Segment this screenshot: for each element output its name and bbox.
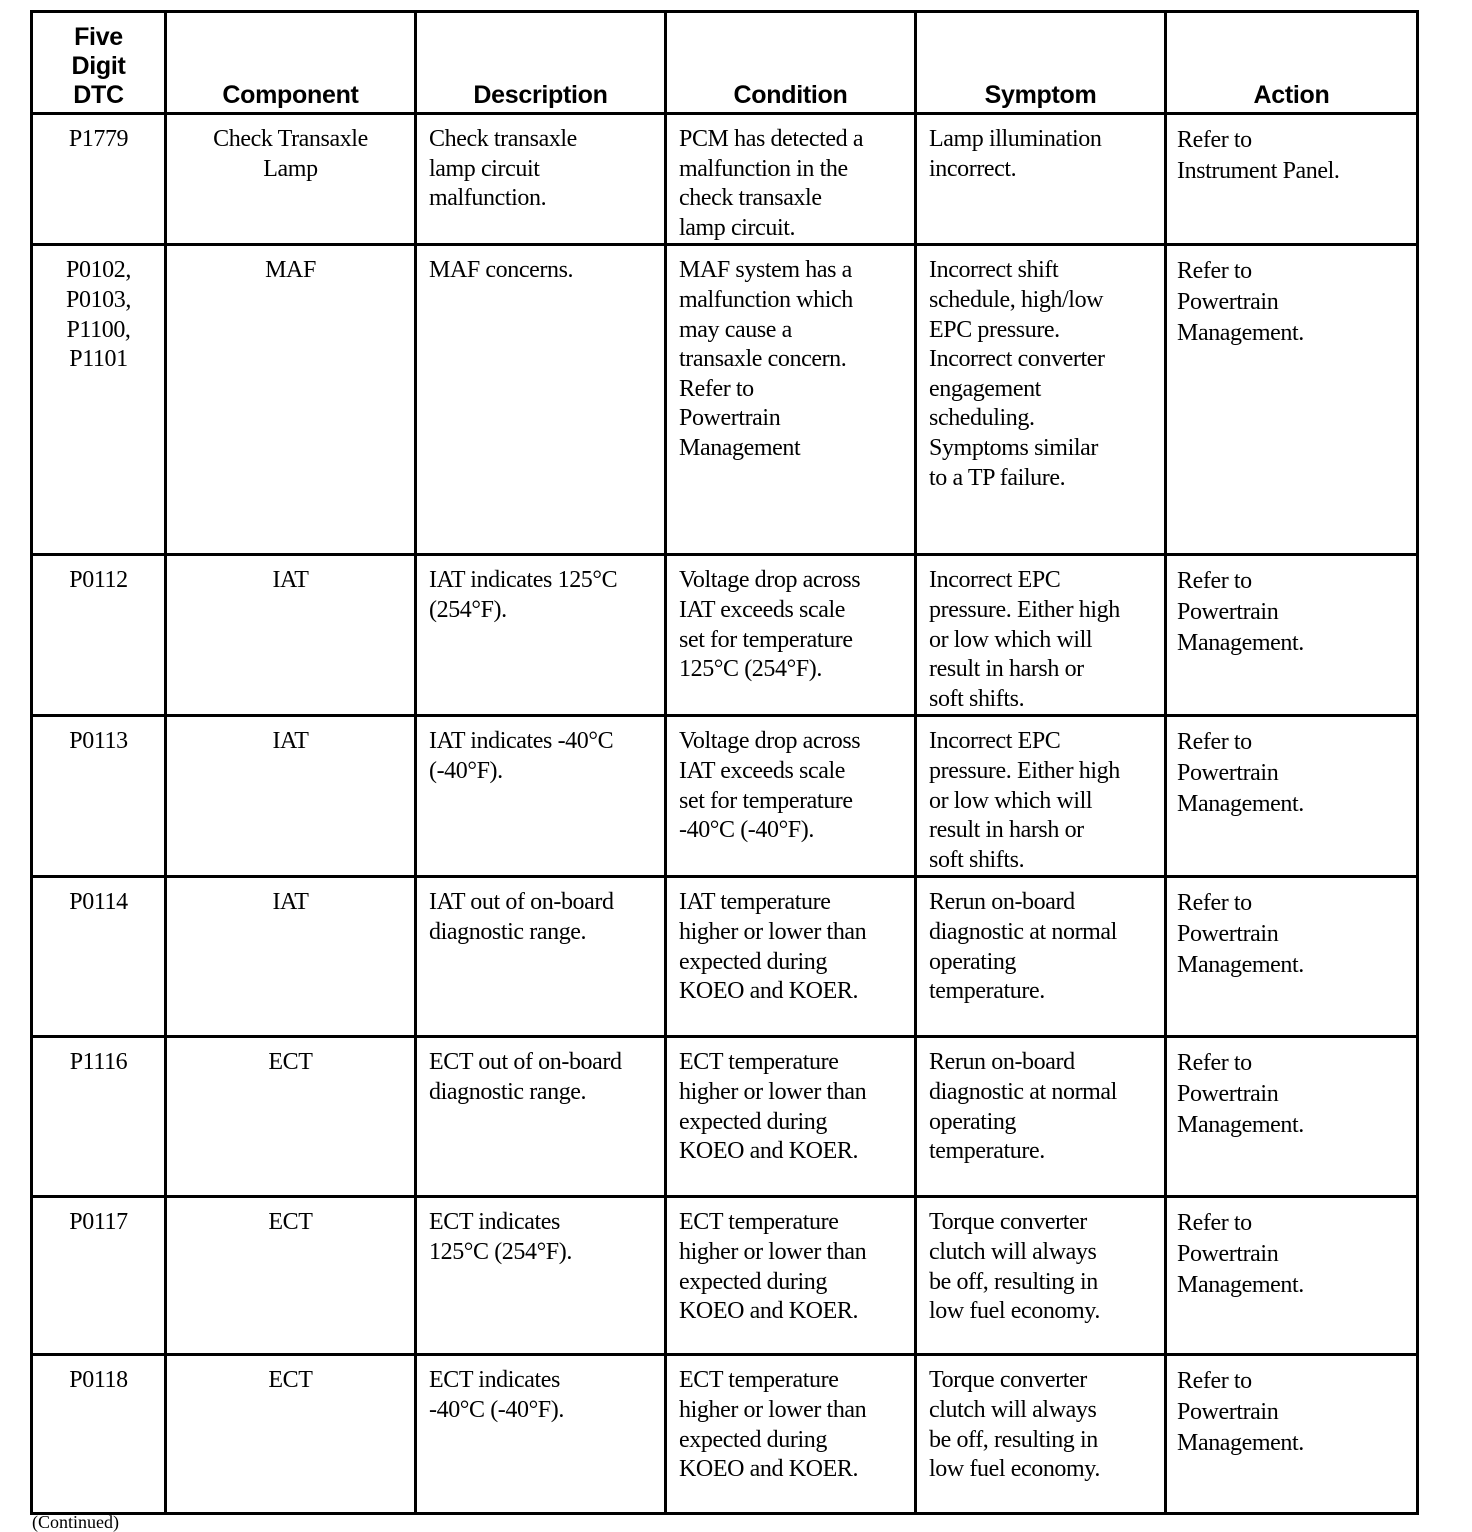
dtc-cell: P1116 [32, 1037, 166, 1197]
condition-cell: ECT temperature higher or lower than expected during KOEO and KOER. [666, 1037, 916, 1197]
table-row [32, 114, 1418, 245]
description-cell: IAT indicates 125°C (254°F). [416, 555, 666, 716]
action-cell: Refer to Powertrain Management. [1166, 716, 1418, 877]
description-cell: IAT out of on-board diagnostic range. [416, 877, 666, 1037]
continued-note: (Continued) [32, 1512, 119, 1532]
dtc-cell: P0117 [32, 1197, 166, 1355]
table-row [32, 1197, 1418, 1355]
description-cell: ECT indicates -40°C (-40°F). [416, 1355, 666, 1514]
component-cell: MAF [166, 245, 416, 555]
condition-cell: IAT temperature higher or lower than expected during KOEO and KOER. [666, 877, 916, 1037]
dtc-table [30, 10, 1419, 1515]
table-row [32, 1037, 1418, 1197]
action-cell: Refer to Powertrain Management. [1166, 1037, 1418, 1197]
description-cell: ECT out of on-board diagnostic range. [416, 1037, 666, 1197]
action-cell: Refer to Powertrain Management. [1166, 245, 1418, 555]
table-row [32, 716, 1418, 877]
symptom-cell: Rerun on-board diagnostic at normal operating temperature. [916, 1037, 1166, 1197]
action-cell: Refer to Powertrain Management. [1166, 555, 1418, 716]
symptom-cell: Incorrect EPC pressure. Either high or low which will result in harsh or soft shifts. [916, 555, 1166, 716]
symptom-cell: Rerun on-board diagnostic at normal operating temperature. [916, 877, 1166, 1037]
condition-cell: Voltage drop across IAT exceeds scale set for temperature 125°C (254°F). [666, 555, 916, 716]
header-symptom: Symptom [916, 12, 1166, 114]
dtc-cell: P0113 [32, 716, 166, 877]
condition-cell: MAF system has a malfunction which may cause a transaxle concern. Refer to Powertrain Management [666, 245, 916, 555]
table-row [32, 555, 1418, 716]
symptom-cell: Torque converter clutch will always be off, resulting in low fuel economy. [916, 1355, 1166, 1514]
description-cell: MAF concerns. [416, 245, 666, 555]
table-row [32, 877, 1418, 1037]
action-cell: Refer to Powertrain Management. [1166, 877, 1418, 1037]
condition-cell: Voltage drop across IAT exceeds scale set for temperature -40°C (-40°F). [666, 716, 916, 877]
action-cell: Refer to Powertrain Management. [1166, 1197, 1418, 1355]
description-cell: IAT indicates -40°C (-40°F). [416, 716, 666, 877]
symptom-cell: Lamp illumination incorrect. [916, 114, 1166, 245]
header-condition: Condition [666, 12, 916, 114]
dtc-cell: P0112 [32, 555, 166, 716]
dtc-cell: P0114 [32, 877, 166, 1037]
header-dtc: Five Digit DTC [32, 12, 166, 114]
dtc-cell: P1779 [32, 114, 166, 245]
header-component: Component [166, 12, 416, 114]
condition-cell: ECT temperature higher or lower than expected during KOEO and KOER. [666, 1197, 916, 1355]
component-cell: ECT [166, 1037, 416, 1197]
description-cell: ECT indicates 125°C (254°F). [416, 1197, 666, 1355]
condition-cell: PCM has detected a malfunction in the check transaxle lamp circuit. [666, 114, 916, 245]
condition-cell: ECT temperature higher or lower than expected during KOEO and KOER. [666, 1355, 916, 1514]
component-cell: ECT [166, 1355, 416, 1514]
header-description: Description [416, 12, 666, 114]
description-cell: Check transaxle lamp circuit malfunction. [416, 114, 666, 245]
header-action: Action [1166, 12, 1418, 114]
dtc-cell: P0118 [32, 1355, 166, 1514]
component-cell: IAT [166, 877, 416, 1037]
symptom-cell: Torque converter clutch will always be off, resulting in low fuel economy. [916, 1197, 1166, 1355]
component-cell: Check Transaxle Lamp [166, 114, 416, 245]
table-row [32, 245, 1418, 555]
symptom-cell: Incorrect EPC pressure. Either high or low which will result in harsh or soft shifts. [916, 716, 1166, 877]
component-cell: ECT [166, 1197, 416, 1355]
dtc-cell: P0102, P0103, P1100, P1101 [32, 245, 166, 555]
action-cell: Refer to Instrument Panel. [1166, 114, 1418, 245]
action-cell: Refer to Powertrain Management. [1166, 1355, 1418, 1514]
component-cell: IAT [166, 716, 416, 877]
header-row [32, 12, 1418, 114]
component-cell: IAT [166, 555, 416, 716]
table-row [32, 1355, 1418, 1514]
symptom-cell: Incorrect shift schedule, high/low EPC pressure. Incorrect converter engagement scheduling. Symptoms similar to a TP failure. [916, 245, 1166, 555]
